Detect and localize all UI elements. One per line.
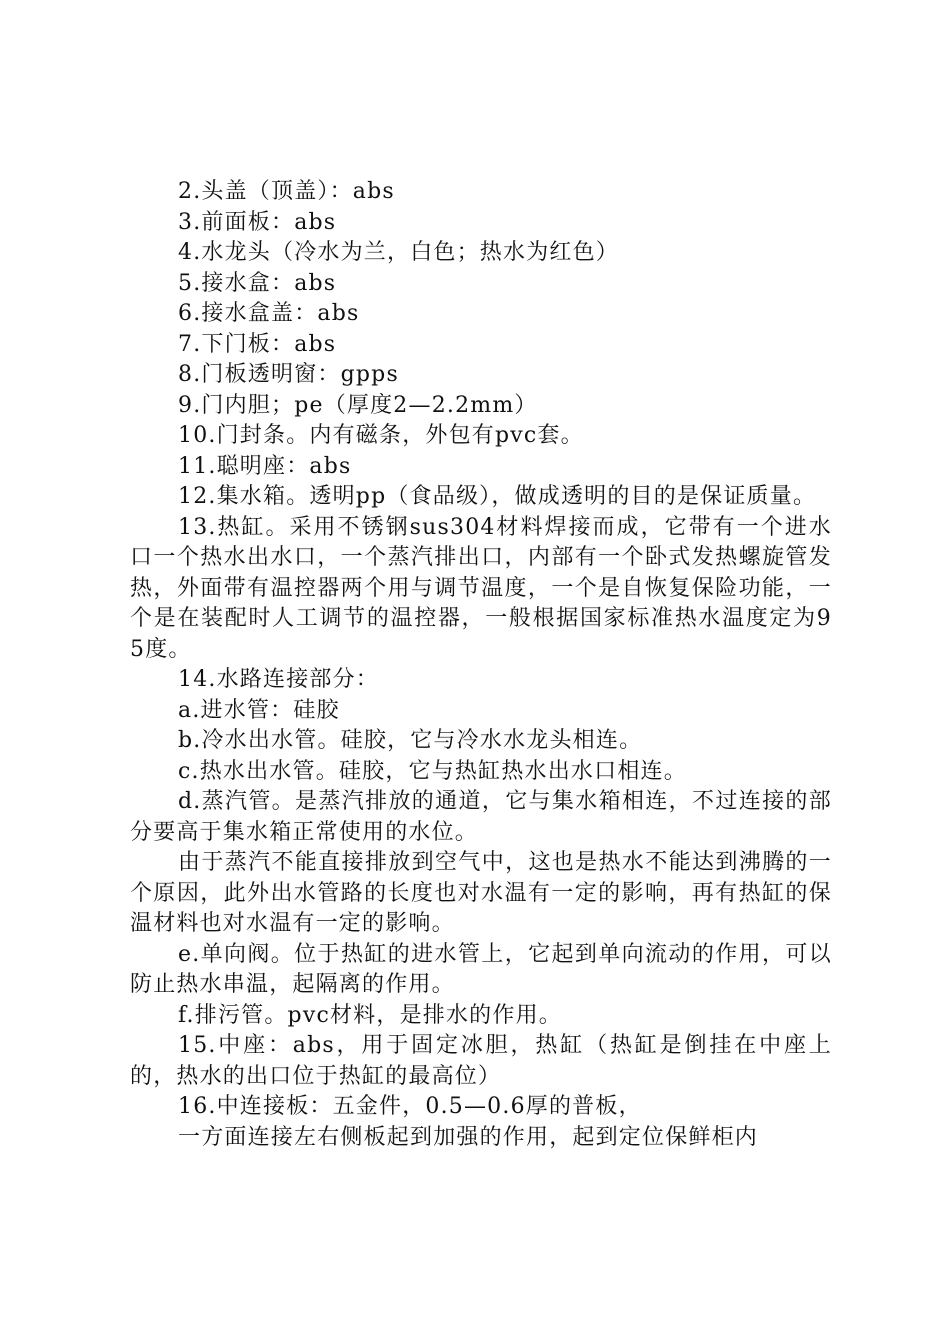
paragraph-item-14: 14.水路连接部分： bbox=[178, 667, 379, 692]
paragraph-item-14d: d.蒸汽管。是蒸汽排放的通道，它与集水箱相连，不过连接的部分要高于集水箱正常使用的水位。 bbox=[130, 789, 832, 845]
paragraph-item-14c: c.热水出水管。硅胶，它与热缸热水出水口相连。 bbox=[178, 758, 687, 784]
paragraph-item-6: 6.接水盒盖：abs bbox=[178, 301, 360, 326]
paragraph-item-15: 15.中座：abs，用于固定冰胆，热缸（热缸是倒挂在中座上的，热水的出口位于热缸的最高位） bbox=[130, 1033, 832, 1089]
paragraph-item-12: 12.集水箱。透明pp（食品级），做成透明的目的是保证质量。 bbox=[178, 484, 817, 509]
paragraph-item-10: 10.门封条。内有磁条，外包有pvc套。 bbox=[178, 423, 584, 448]
paragraph-item-11: 11.聪明座：abs bbox=[178, 453, 352, 479]
paragraph-continuation: 一方面连接左右侧板起到加强的作用，起到定位保鲜柜内 bbox=[178, 1124, 759, 1150]
paragraph-item-14f: f.排污管。pvc材料，是排水的作用。 bbox=[178, 1002, 562, 1028]
paragraph-steam-note: 由于蒸汽不能直接排放到空气中，这也是热水不能达到沸腾的一个原因，此外出水管路的长度也对水温有一定的影响，再有热缸的保温材料也对水温有一定的影响。 bbox=[130, 850, 832, 936]
paragraph-item-8: 8.门板透明窗：gpps bbox=[178, 362, 399, 387]
paragraph-item-14b: b.冷水出水管。硅胶，它与冷水水龙头相连。 bbox=[178, 728, 643, 753]
paragraph-item-7: 7.下门板：abs bbox=[178, 331, 337, 357]
paragraph-item-2: 2.头盖（顶盖）：abs bbox=[178, 179, 395, 204]
document-body bbox=[130, 177, 832, 1153]
paragraph-item-4: 4.水龙头（冷水为兰，白色；热水为红色） bbox=[178, 240, 619, 265]
paragraph-item-5: 5.接水盒：abs bbox=[178, 270, 337, 296]
paragraph-item-14a: a.进水管：硅胶 bbox=[178, 697, 340, 723]
paragraph-item-16: 16.中连接板：五金件，0.5—0.6厚的普板， bbox=[178, 1094, 642, 1119]
paragraph-item-9: 9.门内胆；pe（厚度2—2.2mm） bbox=[178, 392, 538, 418]
paragraph-item-14e: e.单向阀。位于热缸的进水管上，它起到单向流动的作用，可以防止热水串温，起隔离的作用。 bbox=[130, 941, 832, 997]
paragraph-item-3: 3.前面板：abs bbox=[178, 209, 337, 235]
paragraph-item-13: 13.热缸。采用不锈钢sus304材料焊接而成，它带有一个进水口一个热水出水口，一个蒸汽排出口，内部有一个卧式发热螺旋管发热，外面带有温控器两个用与调节温度，一个是自恢复保险功能，一个是在装配时人工调节的温控器，一般根据国家标准热水温度定为95度。 bbox=[130, 514, 832, 662]
